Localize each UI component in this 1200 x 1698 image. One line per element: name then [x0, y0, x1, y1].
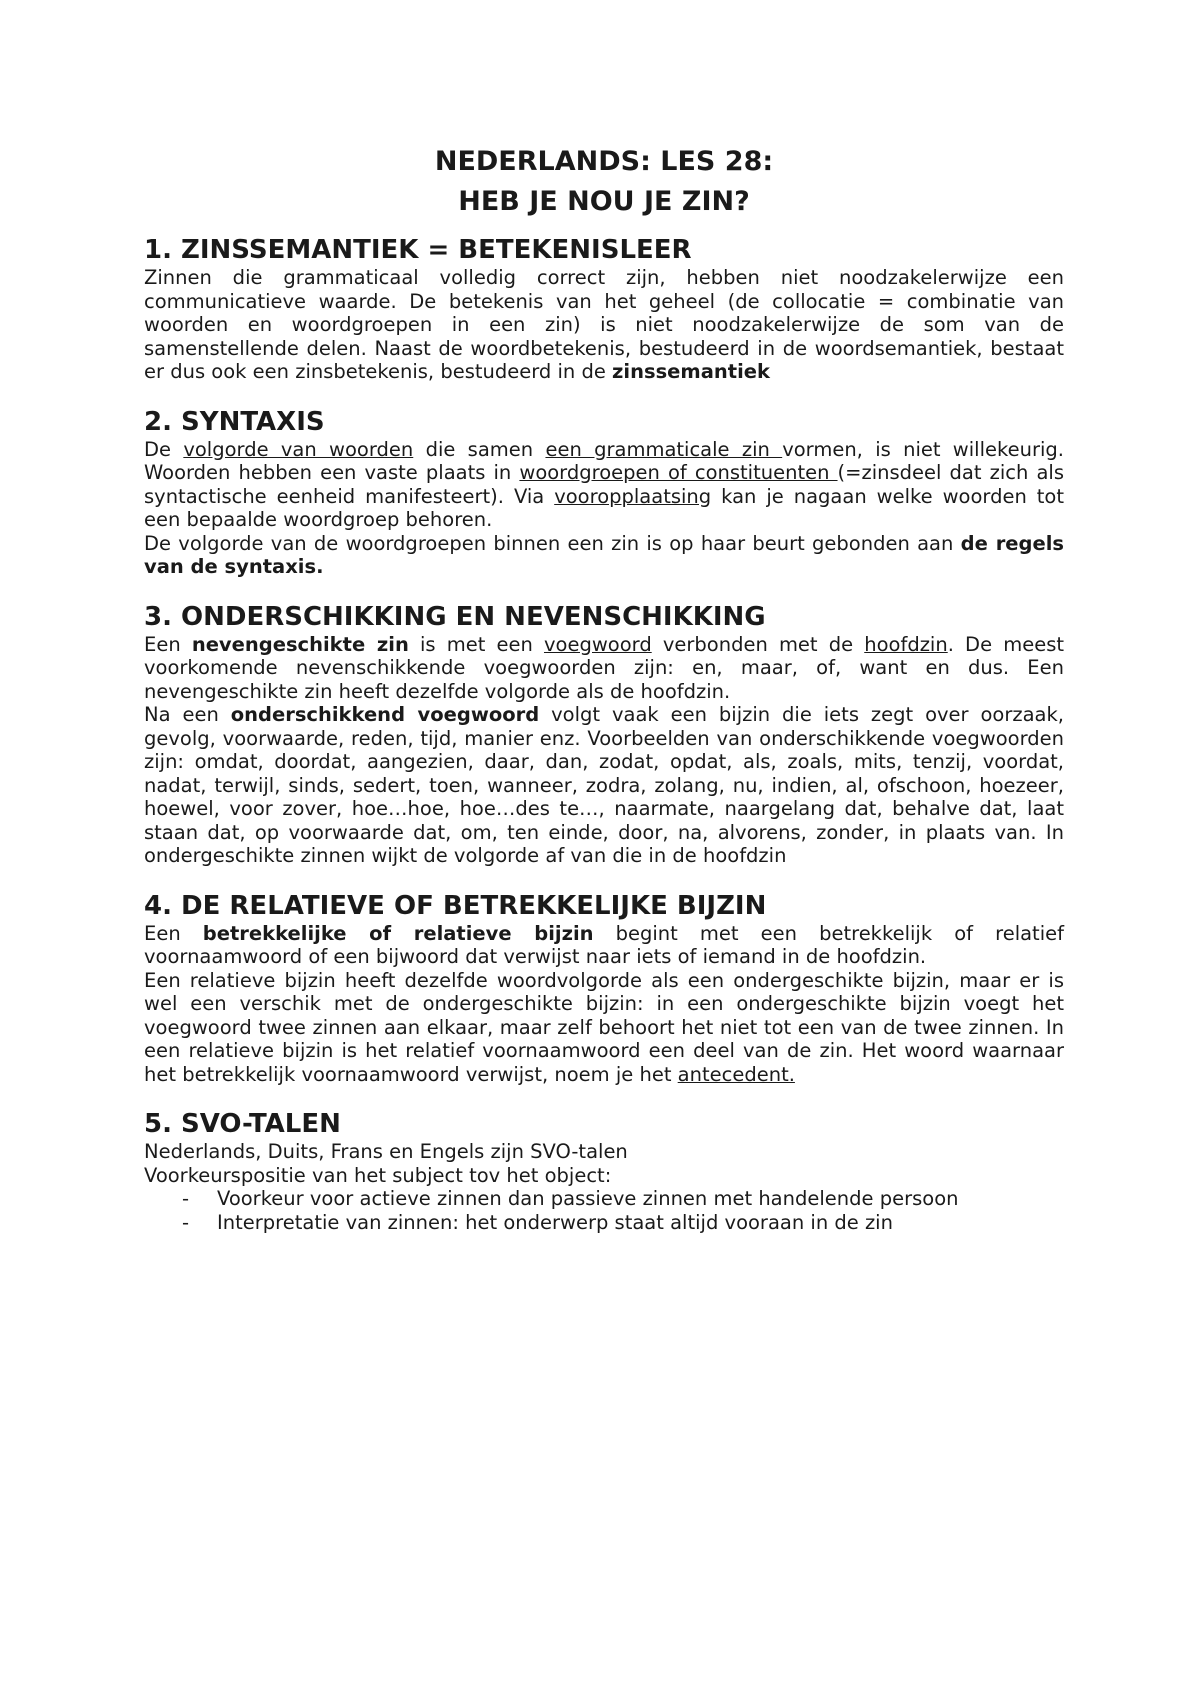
dash-bullet: - [182, 1187, 190, 1210]
section-paragraph: Een nevengeschikte zin is met een voegwoord verbonden met de hoofdzin. De meest voorkomende nevenschikkende voegwoorden zijn: en, maar, of, want en dus. Een nevengeschikte zin heeft dezelfde volgorde als de hoofdzin. [144, 632, 1065, 703]
section-paragraph: Zinnen die grammaticaal volledig correct zijn, hebben niet noodzakelerwijze een communicatieve waarde. De betekenis van het geheel (de collocatie = combinatie van woorden en woordgroepen in een zin) is niet noodzakelerwijze de som van de samenstellende delen. Naast de woordbetekenis, bestudeerd in de woordsemantiek, bestaat er dus ook een zinsbetekenis, bestudeerd in de zinssemantiek [144, 266, 1064, 383]
section-heading: 3. ONDERSCHIKKING EN NEVENSCHIKKING [144, 601, 766, 632]
section-paragraph: De volgorde van de woordgroepen binnen een zin is op haar beurt gebonden aan de regels van de syntaxis. [144, 531, 1065, 578]
list-item: - Interpretatie van zinnen: het onderwerp staat altijd vooraan in de zin [182, 1210, 893, 1234]
section-onderschikking [144, 601, 1064, 868]
section-syntaxis [144, 406, 1064, 579]
section-heading: 4. DE RELATIEVE OF BETREKKELIJKE BIJZIN [144, 890, 767, 921]
section-heading: 1. ZINSSEMANTIEK = BETEKENISLEER [144, 235, 692, 265]
title-line-1: NEDERLANDS: LES 28: [434, 146, 774, 177]
section-paragraph: Een betrekkelijke of relatieve bijzin begint met een betrekkelijk of relatief voornaamwoord of een bijwoord dat verwijst naar iets of iemand in de hoofdzin. [144, 921, 1064, 968]
title-line-2: HEB JE NOU JE ZIN? [458, 186, 750, 217]
section-relatieve-bijzin [144, 890, 1064, 1087]
section-zinssemantiek [144, 234, 1064, 384]
section-heading: 5. SVO-TALEN [144, 1109, 341, 1139]
section-line: Nederlands, Duits, Frans en Engels zijn SVO-talen [144, 1140, 628, 1163]
section-paragraph: Na een onderschikkend voegwoord volgt vaak een bijzin die iets zegt over oorzaak, gevolg, voorwaarde, reden, tijd, manier enz. Voorbeelden van onderschikkende voegwoorden zijn: omdat, doordat, aangezien, daar, dan, zodat, opdat, als, zoals, mits, tenzij, voordat, nadat, terwijl, sinds, sedert, toen, wanneer, zodra, zolang, nu, indien, al, ofschoon, hoezeer, hoewel, voor zover, hoe…hoe, hoe…des te…, naarmate, naargelang dat, behalve dat, laat staan dat, op voorwaarde dat, om, ten einde, door, na, alvorens, zonder, in plaats van. In ondergeschikte zinnen wijkt de volgorde af van die in de hoofdzin [144, 703, 1064, 867]
section-paragraph: De volgorde van woorden die samen een grammaticale zin vormen, is niet willekeurig. Woorden hebben een vaste plaats in woordgroepen of constituenten (=zinsdeel dat zich als syntactische eenheid manifesteert). Via vooropplaatsing kan je nagaan welke woorden tot een bepaalde woordgroep behoren. [144, 437, 1064, 531]
section-paragraph: Een relatieve bijzin heeft dezelfde woordvolgorde als een ondergeschikte bijzin, maar er is wel een verschik met de ondergeschikte bijzin: in een ondergeschikte bijzin voegt het voegwoord twee zinnen aan elkaar, maar zelf behoort het niet tot een van de twee zinnen. In een relatieve bijzin is het relatief voornaamwoord een deel van de zin. Het woord waarnaar het betrekkelijk voornaamwoord verwijst, noem je het antecedent. [144, 968, 1064, 1086]
section-svo-talen [144, 1108, 1064, 1234]
section-line: Voorkeurspositie van het subject tov het object: [144, 1163, 612, 1187]
document-title [144, 142, 1064, 222]
dash-bullet: - [182, 1210, 190, 1234]
section-heading: 2. SYNTAXIS [144, 406, 325, 437]
document-page [144, 142, 1064, 1256]
list-item: - Voorkeur voor actieve zinnen dan passieve zinnen met handelende persoon [182, 1187, 959, 1210]
dash-list [144, 1187, 1064, 1234]
